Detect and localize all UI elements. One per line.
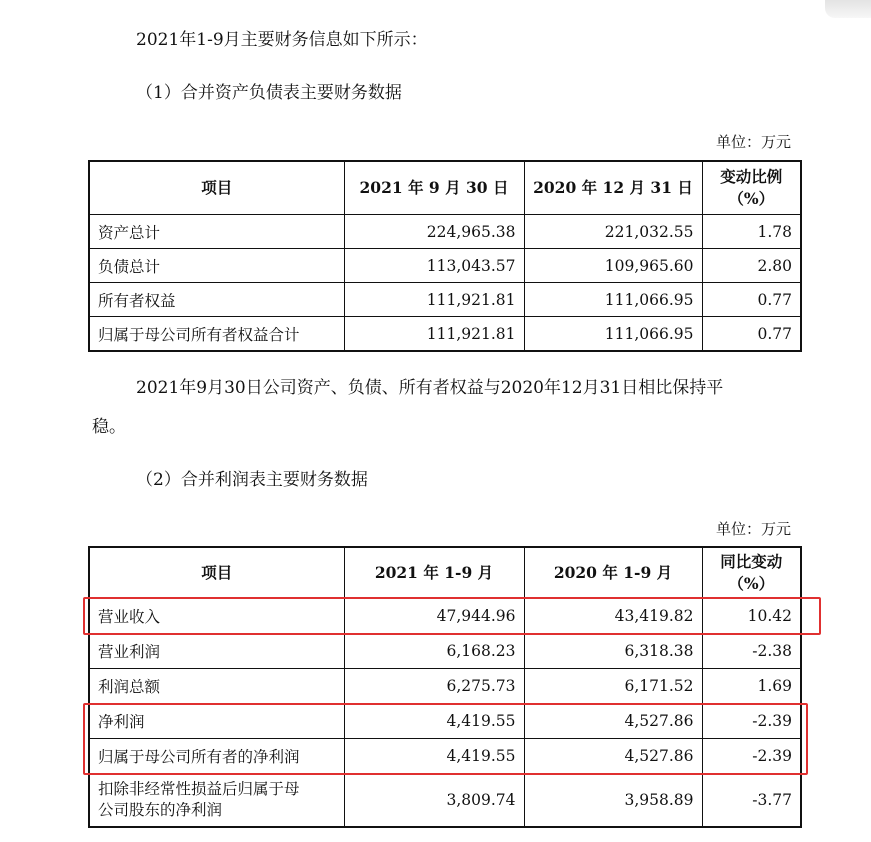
summary-line-2: 稳。	[92, 417, 126, 437]
cell-value: 6,275.73	[344, 669, 524, 704]
header-date-2021: 2021 年 9 月 30 日	[344, 161, 524, 215]
cell-value: 4,419.55	[344, 704, 524, 739]
cell-change: -3.77	[702, 774, 801, 828]
header-yoy-label: 同比变动	[720, 552, 783, 571]
intro-text: 2021年1-9月主要财务信息如下所示：	[136, 30, 428, 50]
section2-heading: （2）合并利润表主要财务数据	[136, 470, 368, 490]
cell-value: 4,527.86	[524, 704, 702, 739]
cell-value: 111,066.95	[524, 317, 702, 352]
cell-value: 111,921.81	[344, 283, 524, 317]
row-label: 归属于母公司所有者权益合计	[89, 317, 344, 352]
window-corner	[825, 0, 871, 18]
header-yoy-unit: （%）	[728, 574, 775, 593]
balance-sheet-table	[88, 160, 802, 352]
header-item: 项目	[89, 161, 344, 215]
header-date-2020: 2020 年 12 月 31 日	[524, 161, 702, 215]
cell-value: 113,043.57	[344, 249, 524, 283]
row-label: 利润总额	[89, 669, 344, 704]
cell-change: -2.38	[702, 634, 801, 669]
table-row	[89, 599, 801, 634]
header-change	[702, 161, 801, 215]
cell-value: 111,921.81	[344, 317, 524, 352]
header-item: 项目	[89, 547, 344, 599]
cell-change: 10.42	[702, 599, 801, 634]
header-yoy-change	[702, 547, 801, 599]
table-row	[89, 704, 801, 739]
cell-value: 6,171.52	[524, 669, 702, 704]
cell-value: 221,032.55	[524, 215, 702, 249]
row-label: 营业利润	[89, 634, 344, 669]
table-row	[89, 774, 801, 828]
table-row	[89, 669, 801, 704]
cell-value: 6,318.38	[524, 634, 702, 669]
cell-value: 3,958.89	[524, 774, 702, 828]
cell-value: 4,419.55	[344, 739, 524, 774]
cell-value: 109,965.60	[524, 249, 702, 283]
row-label	[89, 774, 344, 828]
row-label-line-1: 扣除非经常性损益后归属于母	[98, 780, 300, 798]
header-period-2021: 2021 年 1-9 月	[344, 547, 524, 599]
table-row	[89, 215, 801, 249]
cell-change: 1.78	[702, 215, 801, 249]
cell-value: 47,944.96	[344, 599, 524, 634]
cell-value: 6,168.23	[344, 634, 524, 669]
income-statement-table	[88, 546, 802, 828]
cell-value: 111,066.95	[524, 283, 702, 317]
header-change-label: 变动比例	[720, 167, 783, 186]
cell-change: 2.80	[702, 249, 801, 283]
row-label: 营业收入	[89, 599, 344, 634]
header-period-2020: 2020 年 1-9 月	[524, 547, 702, 599]
cell-change: -2.39	[702, 739, 801, 774]
row-label-line-2: 公司股东的净利润	[98, 801, 223, 819]
cell-change: 1.69	[702, 669, 801, 704]
row-label: 资产总计	[89, 215, 344, 249]
table-row	[89, 317, 801, 352]
section1-unit: 单位：万元	[715, 133, 791, 151]
row-label: 归属于母公司所有者的净利润	[89, 739, 344, 774]
summary-line-1: 2021年9月30日公司资产、负债、所有者权益与2020年12月31日相比保持平	[136, 378, 724, 398]
cell-change: -2.39	[702, 704, 801, 739]
header-change-unit: （%）	[728, 189, 775, 208]
cell-change: 0.77	[702, 283, 801, 317]
section1-heading: （1）合并资产负债表主要财务数据	[136, 83, 402, 103]
table-row	[89, 249, 801, 283]
section2-unit: 单位：万元	[715, 520, 791, 538]
table-row	[89, 283, 801, 317]
row-label: 负债总计	[89, 249, 344, 283]
cell-value: 43,419.82	[524, 599, 702, 634]
row-label: 净利润	[89, 704, 344, 739]
cell-value: 3,809.74	[344, 774, 524, 828]
cell-change: 0.77	[702, 317, 801, 352]
table-row	[89, 634, 801, 669]
row-label: 所有者权益	[89, 283, 344, 317]
cell-value: 4,527.86	[524, 739, 702, 774]
table-header-row	[89, 547, 801, 599]
cell-value: 224,965.38	[344, 215, 524, 249]
table-row	[89, 739, 801, 774]
table-header-row	[89, 161, 801, 215]
